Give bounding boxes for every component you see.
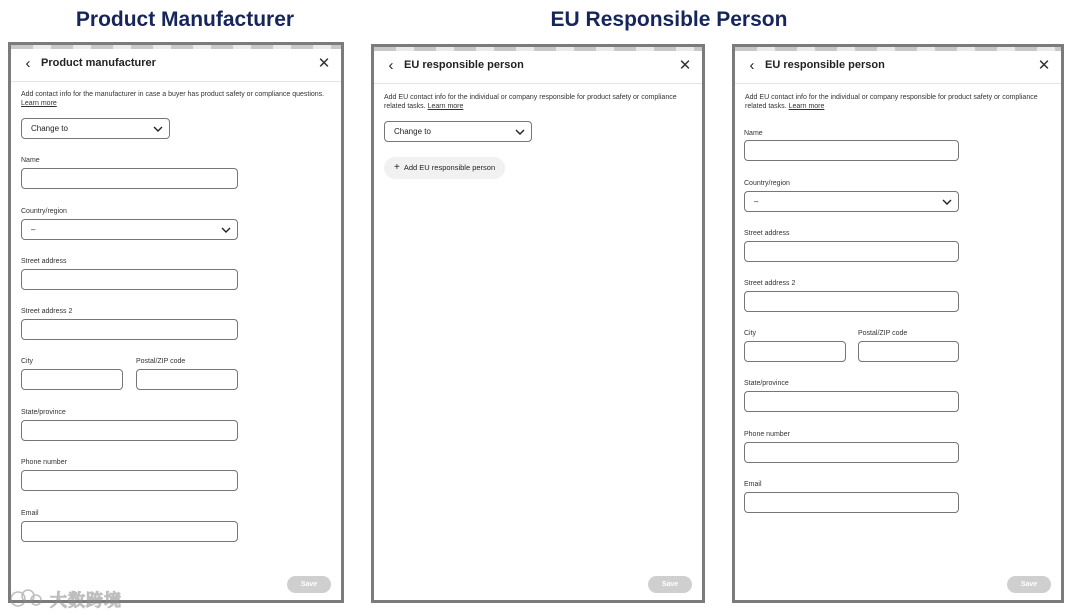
city-label: City (21, 358, 34, 365)
description-text: Add contact info for the manufacturer in case a buyer has product safety or compliance questions. (21, 91, 325, 98)
watermark-text: 大数跨境 (50, 590, 122, 610)
street-input[interactable] (744, 241, 959, 262)
panel-header (374, 51, 702, 84)
heading-product-manufacturer: Product Manufacturer (75, 8, 295, 31)
city-input[interactable] (21, 369, 123, 390)
panel-title: EU responsible person (404, 59, 524, 71)
panel-title: EU responsible person (765, 59, 885, 71)
state-input[interactable] (21, 420, 238, 441)
email-label: Email (21, 510, 39, 517)
country-value: – (754, 197, 759, 206)
street-input[interactable] (21, 269, 238, 290)
email-label: Email (744, 481, 762, 488)
country-label: Country/region (744, 180, 790, 187)
learn-more-link[interactable]: Learn more (788, 103, 825, 110)
street-label: Street address (21, 258, 67, 265)
manufacturer-panel (8, 42, 344, 603)
add-eu-responsible-person-button[interactable] (384, 157, 505, 179)
state-input[interactable] (744, 391, 959, 412)
name-input[interactable] (744, 140, 959, 161)
city-label: City (744, 330, 757, 337)
street2-label: Street address 2 (744, 280, 796, 287)
name-label: Name (744, 130, 763, 137)
eu-select-panel (371, 44, 705, 603)
phone-input[interactable] (744, 442, 959, 463)
name-label: Name (21, 157, 40, 164)
watermark (8, 586, 122, 610)
phone-input[interactable] (21, 470, 238, 491)
panel-description (384, 93, 686, 111)
learn-more-link[interactable]: Learn more (21, 100, 57, 107)
panel-description (745, 93, 1045, 111)
chevron-down-icon (153, 124, 163, 134)
save-button[interactable]: Save (1007, 576, 1051, 593)
change-to-select[interactable] (384, 121, 532, 142)
city-input[interactable] (744, 341, 846, 362)
country-select[interactable] (744, 191, 959, 212)
chevron-down-icon (515, 127, 525, 137)
description-text: Add EU contact info for the individual or company responsible for product safety or compliance related tasks. (384, 94, 677, 110)
country-value: – (31, 225, 36, 234)
panel-header (735, 51, 1061, 84)
name-input[interactable] (21, 168, 238, 189)
chevron-down-icon (221, 225, 231, 235)
postal-input[interactable] (858, 341, 959, 362)
postal-input[interactable] (136, 369, 238, 390)
postal-label: Postal/ZIP code (858, 330, 908, 337)
chevron-down-icon (942, 197, 952, 207)
change-to-label: Change to (394, 127, 431, 136)
panel-description (21, 90, 325, 108)
panel-header (11, 49, 341, 82)
back-chevron-icon[interactable]: ‹ (749, 57, 755, 74)
add-button-label: Add EU responsible person (403, 163, 496, 172)
street-label: Street address (744, 230, 790, 237)
plus-icon: + (394, 162, 400, 173)
save-button[interactable]: Save (287, 576, 331, 593)
close-icon[interactable]: ✕ (678, 57, 692, 74)
save-button[interactable]: Save (648, 576, 692, 593)
back-chevron-icon[interactable]: ‹ (25, 55, 31, 72)
panel-title: Product manufacturer (41, 57, 156, 69)
email-input[interactable] (744, 492, 959, 513)
state-label: State/province (21, 409, 66, 416)
close-icon[interactable]: ✕ (317, 55, 331, 72)
eu-form-panel (732, 44, 1064, 603)
country-select[interactable] (21, 219, 238, 240)
watermark-logo-icon (8, 587, 44, 609)
street2-label: Street address 2 (21, 308, 73, 315)
heading-eu-responsible-person: EU Responsible Person (550, 8, 788, 31)
phone-label: Phone number (21, 459, 67, 466)
close-icon[interactable]: ✕ (1037, 57, 1051, 74)
change-to-label: Change to (31, 124, 68, 133)
change-to-select[interactable] (21, 118, 170, 139)
street2-input[interactable] (744, 291, 959, 312)
back-chevron-icon[interactable]: ‹ (388, 57, 394, 74)
country-label: Country/region (21, 208, 67, 215)
street2-input[interactable] (21, 319, 238, 340)
email-input[interactable] (21, 521, 238, 542)
phone-label: Phone number (744, 431, 790, 438)
learn-more-link[interactable]: Learn more (427, 103, 464, 110)
description-text: Add EU contact info for the individual or company responsible for product safety or compliance related tasks. (745, 94, 1038, 110)
postal-label: Postal/ZIP code (136, 358, 186, 365)
state-label: State/province (744, 380, 789, 387)
